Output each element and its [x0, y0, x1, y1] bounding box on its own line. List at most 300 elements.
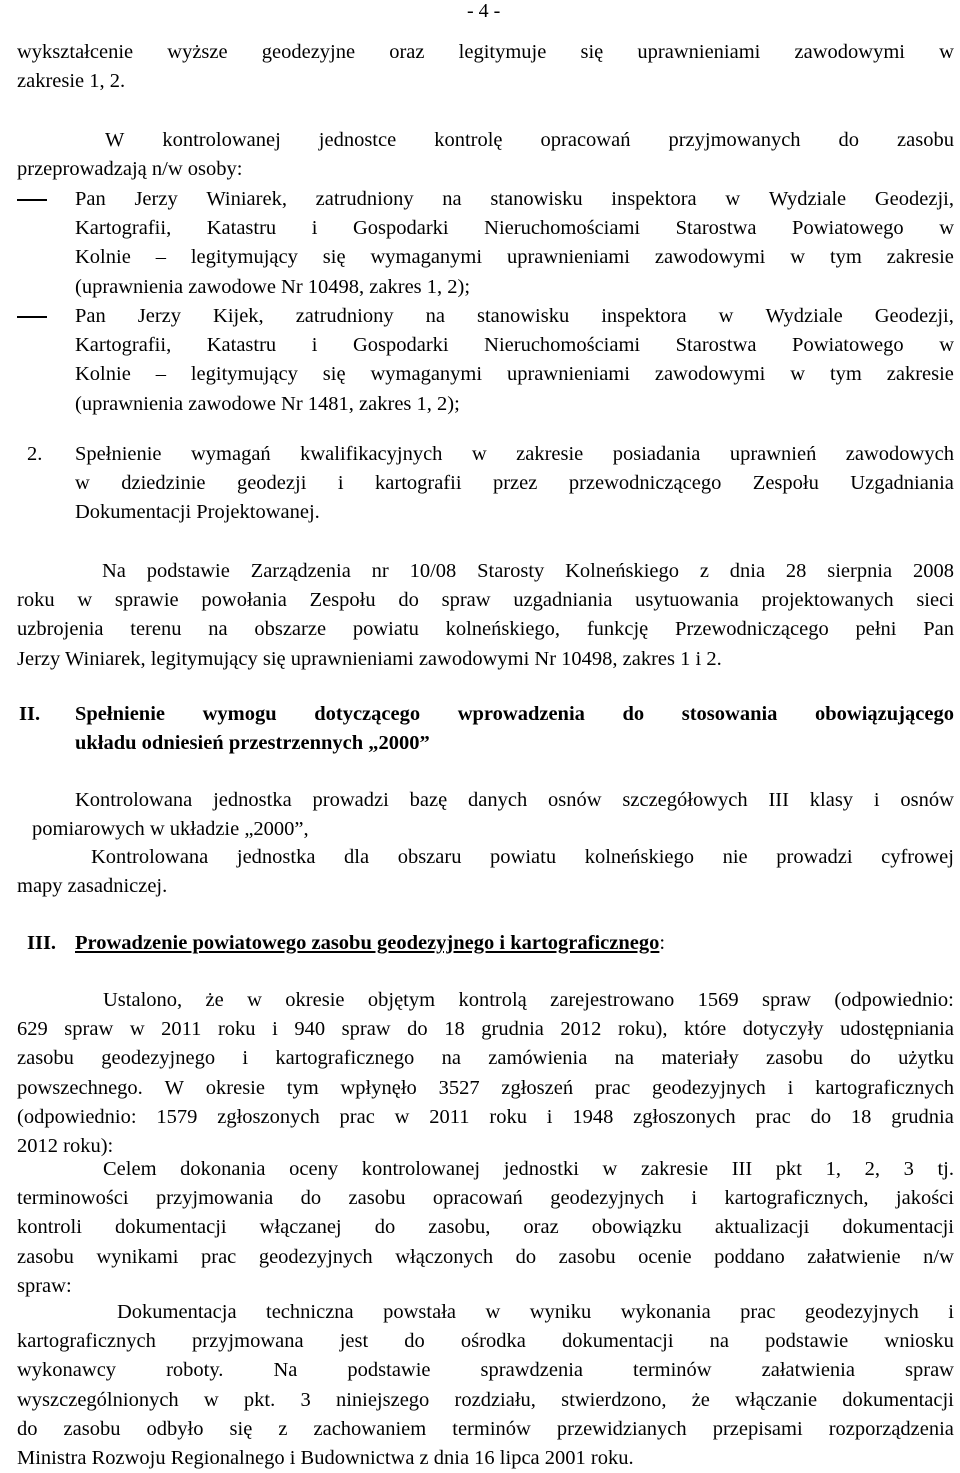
- word: opracowań: [540, 129, 631, 151]
- word: obszarze: [254, 618, 327, 641]
- word: w: [939, 334, 954, 357]
- word: geodezyjnych: [651, 1076, 766, 1099]
- word: Starosty: [477, 560, 545, 582]
- word: III: [768, 789, 789, 811]
- word: tym: [286, 1076, 319, 1099]
- word: Powiatowego: [792, 217, 904, 240]
- word: na: [208, 618, 228, 641]
- word: na: [442, 188, 462, 210]
- word: prac: [755, 1105, 791, 1128]
- word: wymaganymi: [370, 246, 483, 269]
- word: zasobu: [17, 1245, 74, 1268]
- word: zatrudniony: [315, 188, 414, 210]
- section-title-text: Prowadzenie powiatowego zasobu geodezyjnego i kartograficznego: [75, 932, 660, 954]
- word: zawodowymi: [794, 41, 905, 63]
- word: w: [129, 1018, 145, 1041]
- word: (odpowiednio:: [834, 989, 954, 1011]
- paragraph-cases: [17, 986, 954, 1161]
- word: uzbrojenia: [17, 618, 104, 641]
- word: dokumentacji: [561, 1330, 674, 1353]
- word: w: [203, 1388, 219, 1411]
- word: projektowanych: [761, 589, 894, 612]
- word: prac: [201, 1245, 237, 1268]
- paragraph-map: [17, 843, 954, 901]
- word: roku: [217, 1018, 256, 1041]
- word: zgłoszonych: [217, 1105, 320, 1128]
- word: że: [691, 1388, 710, 1411]
- word: Zespołu: [309, 589, 376, 612]
- word: poddano: [714, 1245, 785, 1268]
- word: zakresie: [640, 1158, 709, 1180]
- word: wykonawcy: [17, 1359, 117, 1382]
- word: pełni: [855, 618, 897, 641]
- word: podstawie: [146, 560, 230, 582]
- word: bazę: [409, 789, 448, 811]
- word: obowiązującego: [815, 703, 954, 725]
- paragraph-education: [17, 38, 954, 96]
- word: okresie: [285, 989, 345, 1011]
- text-line: [17, 1356, 954, 1385]
- line-text: (uprawnienia zawodowe Nr 10498, zakres 1, 2);: [75, 275, 471, 298]
- word: i: [948, 1301, 954, 1323]
- word: kolneńskiego: [584, 846, 695, 868]
- text-line: [75, 243, 954, 272]
- word: 2008: [912, 560, 954, 582]
- line-text: Ministra Rozwoju Regionalnego i Budownictwa z dnia 16 lipca 2001 roku.: [17, 1446, 634, 1469]
- text-line: [17, 1074, 954, 1103]
- word: do: [838, 129, 860, 151]
- word: Pan: [923, 618, 954, 641]
- text-line: [75, 360, 954, 389]
- word: 18: [444, 1018, 465, 1041]
- paragraph-database: [17, 786, 954, 844]
- word: Gospodarki: [352, 334, 449, 357]
- word: spraw: [64, 1018, 114, 1041]
- word: roboty.: [166, 1359, 224, 1382]
- word: w: [471, 443, 487, 465]
- word: zachowaniem: [313, 1417, 427, 1440]
- word: kontrolę: [434, 129, 503, 151]
- word: klasy: [809, 789, 854, 811]
- word: 3: [903, 1158, 914, 1180]
- word: kartograficznego: [275, 1047, 415, 1070]
- word: opracowań: [432, 1187, 523, 1210]
- word: Starostwa: [675, 217, 757, 240]
- word: stanowisku: [476, 305, 570, 327]
- word: na: [425, 305, 445, 327]
- word: 1948: [572, 1105, 614, 1128]
- text-line: [17, 38, 954, 67]
- word: nr: [371, 560, 389, 582]
- word: sieci: [916, 589, 954, 612]
- word: uprawnieniami: [637, 41, 761, 63]
- word: kartograficznych,: [724, 1187, 869, 1210]
- word: zasobu: [348, 1187, 406, 1210]
- word: Geodezji,: [874, 305, 954, 327]
- word: Powiatowego: [792, 334, 904, 357]
- word: zasobu: [558, 1245, 616, 1268]
- word: wyniku: [529, 1301, 592, 1323]
- word: jednostka: [213, 789, 292, 811]
- word: w: [247, 989, 262, 1011]
- word: geodezyjne: [261, 41, 356, 63]
- word: kontrolowanej: [361, 1158, 481, 1180]
- word: Kartografii,: [75, 217, 172, 240]
- text-line: [17, 843, 954, 872]
- word: niniejszego: [335, 1388, 430, 1411]
- text-line: [75, 390, 954, 419]
- paragraph-controllers: [17, 126, 954, 184]
- text-line: [17, 1103, 954, 1132]
- word: do: [850, 1047, 871, 1070]
- word: 940: [294, 1018, 326, 1041]
- word: okresie: [205, 1076, 265, 1099]
- line-text: Jerzy Winiarek, legitymujący się uprawnieniami zawodowymi Nr 10498, zakres 1 i 2.: [17, 647, 722, 670]
- text-line: [17, 786, 954, 815]
- word: dotyczyły: [742, 1018, 824, 1041]
- text-line: [17, 1184, 954, 1213]
- word: pkt: [775, 1158, 802, 1180]
- word: 2011: [429, 1105, 470, 1128]
- word: aktualizacji: [714, 1216, 810, 1239]
- word: przewidzianych: [556, 1417, 687, 1440]
- word: Kijek,: [213, 305, 264, 327]
- word: usytuowania: [635, 589, 739, 612]
- word: w: [75, 472, 90, 495]
- word: Kontrolowana: [91, 846, 209, 868]
- word: Wydziale: [765, 305, 843, 327]
- word: się: [580, 41, 604, 63]
- word: oraz: [523, 1216, 559, 1239]
- word: osnów: [548, 789, 602, 811]
- section-title: [75, 929, 665, 958]
- word: odbyło: [146, 1417, 204, 1440]
- word: w: [718, 305, 734, 327]
- word: dnia: [729, 560, 766, 582]
- word: Katastru: [206, 217, 277, 240]
- text-line: [75, 700, 954, 729]
- word: do: [404, 1330, 425, 1353]
- text-line: [17, 615, 954, 644]
- word: cyfrowej: [881, 846, 954, 868]
- word: zatrudniony: [295, 305, 394, 327]
- word: Wydziale: [768, 188, 847, 210]
- word: do: [17, 1417, 38, 1440]
- text-line: [75, 331, 954, 360]
- text-line: [17, 1327, 954, 1356]
- word: i: [242, 1047, 249, 1070]
- word: w: [939, 217, 954, 240]
- word: wpłynęło: [340, 1076, 417, 1099]
- word: ośrodka: [460, 1330, 526, 1353]
- word: włączanie: [735, 1388, 818, 1411]
- word: legitymujący: [190, 363, 298, 386]
- word: które: [684, 1018, 727, 1041]
- word: inspektora: [601, 305, 687, 327]
- text-line: [17, 1272, 954, 1301]
- word: –: [155, 363, 166, 386]
- word: kartograficznych: [17, 1330, 156, 1353]
- word: roku: [489, 1105, 527, 1128]
- word: sprawie: [114, 589, 179, 612]
- word: geodezji: [236, 472, 307, 495]
- word: Jerzy: [137, 305, 182, 327]
- word: Katastru: [206, 334, 277, 357]
- word: kwalifikacyjnych: [300, 443, 443, 465]
- text-line: [17, 155, 954, 184]
- word: zakresie: [886, 363, 954, 386]
- word: Uzgadniania: [850, 472, 954, 495]
- word: zasobu: [766, 1047, 823, 1070]
- word: dziedzinie: [121, 472, 206, 495]
- word: wynikami: [96, 1245, 179, 1268]
- line-text: spraw:: [17, 1274, 72, 1297]
- word: do: [300, 1187, 322, 1210]
- word: 18: [850, 1105, 872, 1128]
- word: do: [398, 589, 419, 612]
- paragraph-assessment: [17, 1155, 954, 1301]
- word: prowadzi: [776, 846, 853, 868]
- text-line: [75, 498, 954, 527]
- word: (odpowiednio:: [17, 1105, 137, 1128]
- word: udostępniania: [840, 1018, 954, 1041]
- word: Kolnie: [75, 363, 131, 386]
- word: III: [731, 1158, 753, 1180]
- word: Kartografii,: [75, 334, 172, 357]
- word: grudnia: [481, 1018, 544, 1041]
- word: z: [699, 560, 709, 582]
- word: jednostki: [503, 1158, 579, 1180]
- word: stwierdzono,: [561, 1388, 667, 1411]
- line-text: przeprowadzają n/w osoby:: [17, 158, 243, 181]
- word: wykonania: [620, 1301, 711, 1323]
- word: roku),: [617, 1018, 668, 1041]
- text-line: [17, 1415, 954, 1444]
- word: Starostwa: [675, 334, 757, 357]
- line-text: (uprawnienia zawodowe Nr 1481, zakres 1, 2);: [75, 392, 460, 415]
- word: nie: [722, 846, 748, 868]
- word: Dokumentacja: [117, 1301, 237, 1323]
- word: zasobu,: [428, 1216, 491, 1239]
- text-line: [17, 872, 954, 901]
- word: tj.: [937, 1158, 954, 1180]
- word: zasobu: [897, 129, 954, 151]
- section-title-suffix: :: [659, 932, 666, 954]
- word: wymogu: [202, 703, 277, 725]
- word: wniosku: [884, 1330, 954, 1353]
- word: użytku: [898, 1047, 954, 1070]
- text-line: [17, 1298, 954, 1327]
- word: jakości: [895, 1187, 954, 1210]
- word: włączanej: [259, 1216, 342, 1239]
- word: materiały: [661, 1047, 739, 1070]
- word: przyjmowana: [192, 1330, 304, 1353]
- word: Kontrolowana: [75, 789, 193, 811]
- word: jednostce: [318, 129, 397, 151]
- word: 629: [17, 1018, 48, 1041]
- word: przepisami: [712, 1417, 803, 1440]
- word: zgłoszonych: [633, 1105, 736, 1128]
- word: w: [725, 188, 741, 210]
- word: i: [691, 1187, 698, 1210]
- word: na: [441, 1047, 461, 1070]
- word: stanowisku: [490, 188, 583, 210]
- word: uprawnieniami: [506, 363, 630, 386]
- text-line: [75, 273, 954, 302]
- word: podstawie: [347, 1359, 431, 1382]
- word: geodezyjnych: [804, 1301, 919, 1323]
- word: pkt.: [243, 1388, 276, 1411]
- word: sprawdzenia: [480, 1359, 583, 1382]
- word: oraz: [389, 41, 425, 63]
- word: 1,: [825, 1158, 841, 1180]
- word: posiadania: [612, 443, 701, 465]
- line-text: zakresie 1, 2.: [17, 70, 126, 93]
- word: zawodowymi: [654, 363, 766, 386]
- word: kontrolą: [458, 989, 527, 1011]
- word: do: [374, 1216, 396, 1239]
- person-text: [75, 185, 954, 302]
- word: załatwienia: [761, 1359, 855, 1382]
- item-text: [75, 440, 954, 528]
- word: uprawnień: [729, 443, 817, 465]
- word: kontrolowanej: [162, 129, 281, 151]
- word: Jerzy: [134, 188, 178, 210]
- word: dotyczącego: [314, 703, 421, 725]
- word: grudnia: [891, 1105, 954, 1128]
- text-line: [75, 302, 954, 331]
- word: w: [939, 41, 954, 63]
- word: załatwienie: [807, 1245, 901, 1268]
- text-line: [17, 815, 954, 844]
- word: legitymuje: [458, 41, 547, 63]
- text-line: [17, 1015, 954, 1044]
- word: zawodowymi: [654, 246, 766, 269]
- text-line: [17, 67, 954, 96]
- word: dokonania: [180, 1158, 266, 1180]
- word: n/w: [923, 1245, 954, 1268]
- word: się: [229, 1417, 253, 1440]
- word: terminów: [633, 1359, 712, 1382]
- word: ocenie: [638, 1245, 692, 1268]
- text-line: [17, 1243, 954, 1272]
- word: zgłoszeń: [501, 1076, 574, 1099]
- text-line: [17, 1386, 954, 1415]
- word: wymagań: [190, 443, 271, 465]
- word: podstawie: [765, 1330, 849, 1353]
- text-line: [17, 126, 954, 155]
- word: legitymujący: [190, 246, 298, 269]
- word: spraw: [441, 589, 491, 612]
- word: roku: [17, 589, 55, 612]
- word: i: [272, 1018, 278, 1041]
- word: i: [311, 334, 318, 357]
- paragraph-ordinance: [17, 557, 954, 674]
- word: W: [105, 129, 125, 151]
- word: Spełnienie: [75, 443, 162, 465]
- word: wymaganymi: [370, 363, 483, 386]
- word: geodezyjnych: [258, 1245, 373, 1268]
- text-line: [17, 1155, 954, 1184]
- word: Geodezji,: [874, 188, 954, 210]
- word: do: [407, 1018, 428, 1041]
- word: przewodniczącego: [568, 472, 722, 495]
- word: inspektora: [611, 188, 697, 210]
- word: uprawnieniami: [506, 246, 630, 269]
- word: osnów: [900, 789, 954, 811]
- person-text: [75, 302, 954, 419]
- line-text: pomiarowych w układzie „2000”,: [32, 818, 309, 841]
- word: się: [322, 246, 346, 269]
- word: rozporządzenia: [828, 1417, 954, 1440]
- word: prac: [594, 1076, 631, 1099]
- word: 2,: [864, 1158, 880, 1180]
- word: stosowania: [681, 703, 778, 725]
- word: i: [311, 217, 318, 240]
- word: dokumentacji: [842, 1216, 954, 1239]
- text-line: [17, 557, 954, 586]
- word: 28: [785, 560, 807, 582]
- text-line: [17, 586, 954, 615]
- word: i: [546, 1105, 553, 1128]
- item-number: 2.: [27, 443, 43, 465]
- word: się: [322, 363, 346, 386]
- text-line: [17, 1213, 954, 1242]
- word: Ustalono,: [103, 989, 183, 1011]
- word: prac: [339, 1105, 375, 1128]
- word: geodezyjnego: [101, 1047, 216, 1070]
- word: wyszczególnionych: [17, 1388, 179, 1411]
- word: 2011: [161, 1018, 202, 1041]
- word: Kolneńskiego: [565, 560, 679, 582]
- text-line: [75, 440, 954, 469]
- word: dla: [344, 846, 370, 868]
- text-line: [17, 645, 954, 674]
- word: obszaru: [397, 846, 462, 868]
- word: oceny: [289, 1158, 339, 1180]
- word: Zespołu: [752, 472, 819, 495]
- word: zakresie: [516, 443, 584, 465]
- word: spraw: [761, 989, 811, 1011]
- word: i: [787, 1076, 794, 1099]
- word: przyjmowania: [155, 1187, 274, 1210]
- word: że: [205, 989, 224, 1011]
- line-text: mapy zasadniczej.: [17, 875, 168, 898]
- page-number: - 4 -: [467, 0, 501, 22]
- word: kontroli: [17, 1216, 82, 1239]
- word: 2012: [560, 1018, 602, 1041]
- word: przyjmowanych: [668, 129, 801, 151]
- word: zamówienia: [488, 1047, 588, 1070]
- word: tym: [829, 246, 862, 269]
- line-text: Dokumentacji Projektowanej.: [75, 501, 320, 524]
- word: Na: [102, 560, 126, 582]
- word: Kolnie: [75, 246, 131, 269]
- word: do: [810, 1105, 832, 1128]
- word: dokumentacji: [115, 1216, 227, 1239]
- word: wyższe: [167, 41, 228, 63]
- word: sierpnia: [827, 560, 893, 582]
- word: wykształcenie: [17, 41, 134, 63]
- word: objętym: [367, 989, 436, 1011]
- word: Zarządzenia: [250, 560, 351, 582]
- text-line: [17, 1044, 954, 1073]
- word: zasobu: [17, 1047, 74, 1070]
- line-text: 2012 roku):: [17, 1134, 114, 1157]
- word: na: [614, 1047, 634, 1070]
- word: prowadzi: [312, 789, 389, 811]
- word: techniczna: [266, 1301, 354, 1323]
